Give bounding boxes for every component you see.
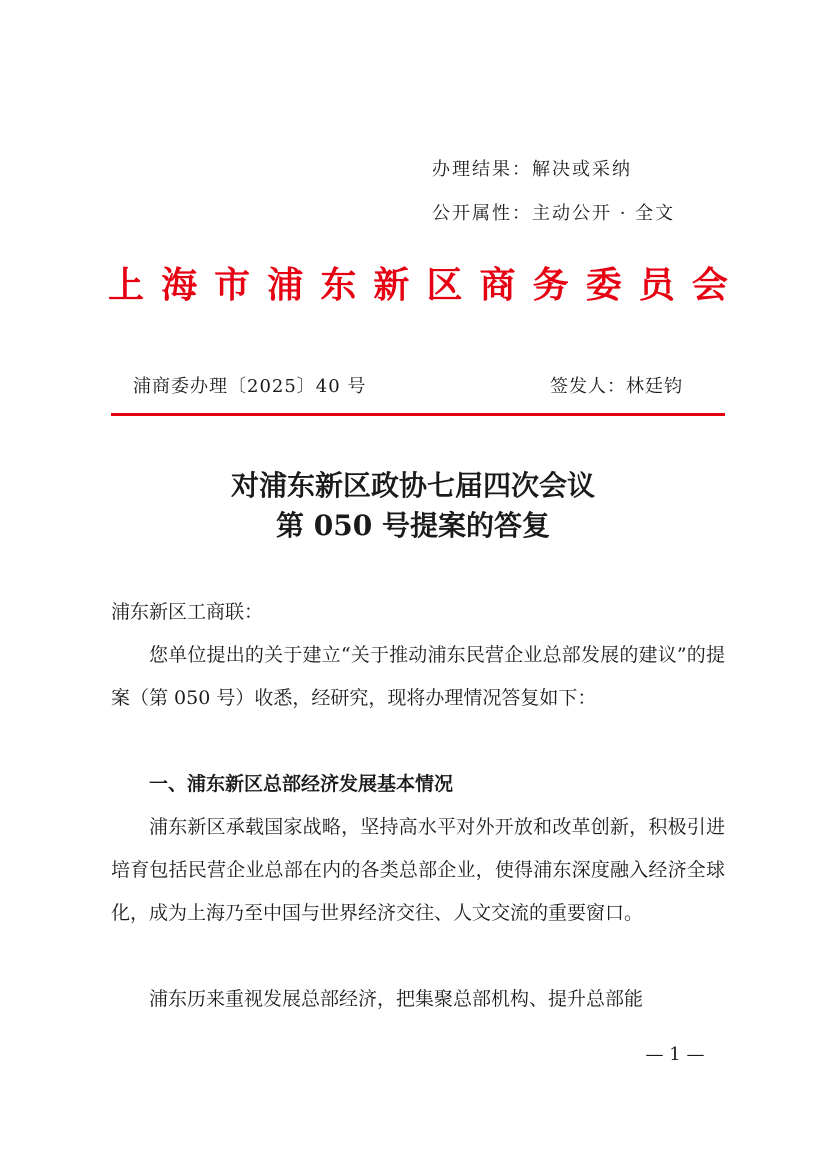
- org-title-char: 新: [373, 265, 410, 306]
- body-paragraph-intro: 您单位提出的关于建立“关于推动浦东民营企业总部发展的建议”的提案（第 050 号）收悉，经研究，现将办理情况答复如下：: [111, 644, 725, 709]
- org-title-char: 区: [426, 265, 463, 306]
- issuing-organization-title: [108, 262, 728, 310]
- document-title-line-1: 对浦东新区政协七届四次会议: [230, 469, 595, 502]
- body-paragraph-3: 浦东历来重视发展总部经济，把集聚总部机构、提升总部能: [149, 988, 644, 1010]
- org-title-char: 商: [479, 265, 516, 306]
- handling-result: 办理结果：解决或采纳: [432, 159, 632, 180]
- addressee: 浦东新区工商联：: [111, 601, 264, 623]
- section-heading-1: 一、浦东新区总部经济发展基本情况: [149, 773, 454, 795]
- org-title-char: 员: [638, 265, 675, 306]
- org-title-char: 市: [214, 265, 251, 306]
- org-title-char: 会: [691, 265, 728, 306]
- document-number: 浦商委办理〔2025〕40 号: [133, 376, 367, 397]
- signer: 签发人：林廷钧: [550, 376, 683, 397]
- org-title-char: 务: [532, 265, 569, 306]
- document-title-line-2: 第 050 号提案的答复: [276, 509, 550, 542]
- body-paragraph-2: 浦东新区承载国家战略，坚持高水平对外开放和改革创新，积极引进培育包括民营企业总部在内的各类总部企业，使得浦东深度融入经济全球化，成为上海乃至中国与世界经济交往、人文交流的重要窗口。: [111, 816, 725, 924]
- red-divider: [111, 413, 725, 416]
- org-title-char: 东: [320, 265, 357, 306]
- org-title-char: 上: [108, 265, 145, 306]
- page-number: — 1 —: [645, 1044, 705, 1065]
- org-title-char: 委: [585, 265, 622, 306]
- org-title-char: 海: [161, 265, 198, 306]
- org-title-char: 浦: [267, 265, 304, 306]
- public-attribute: 公开属性：主动公开 · 全文: [432, 203, 676, 224]
